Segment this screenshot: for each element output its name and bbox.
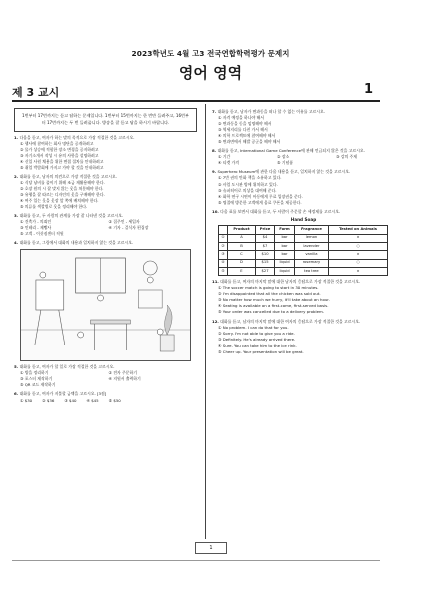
table-cell: tea tree (294, 267, 328, 275)
question-4 (14, 240, 197, 361)
question-stem: 대화를 듣고, 여자가 지불할 금액을 고르시오. [3점] (19, 391, 107, 397)
question-stem: 대화를 듣고, 두 사람의 관계를 가장 잘 나타낸 것을 고르시오. (19, 213, 124, 219)
listening-notice: 1번부터 17번까지는 듣고 답하는 문제입니다. 1번부터 15번까지는 한 번만 들려주고, 16번부터 17번까지는 두 번 들려줍니다. 방송을 잘 듣고 답을 하시기 바랍니다. (14, 108, 197, 132)
option[interactable]: ② 장소 (277, 154, 290, 160)
table-cell: bar (275, 234, 295, 242)
table-cell: E (228, 267, 256, 275)
table-cell: ④ (219, 259, 228, 267)
question-stem: 대화를 듣고, 남자의 마지막 말에 대한 여자의 응답으로 가장 적절한 것을 고르시오. (220, 318, 361, 324)
question-8 (212, 148, 395, 166)
table-cell: C (228, 251, 256, 259)
option[interactable]: ① 행사에 참여하는 회사 명단을 공개하려고 (20, 140, 94, 146)
option[interactable]: ① 방을 정리하기 (20, 370, 49, 376)
question-number: 8. (212, 148, 217, 154)
option[interactable]: ③ 자기소개서 작성 시 유의 사항을 설명하려고 (20, 152, 99, 158)
table-header-cell: Fragrance (294, 226, 328, 234)
option[interactable]: ② 호장 원의 시 잘 맞지 않는 옷을 처분해야 한다. (20, 185, 104, 191)
question-stem: 대화를 듣고, International Game Conference에 관해 언급되지 않은 것을 고르시오. (217, 148, 365, 154)
page-box: 1 (195, 542, 227, 554)
option[interactable]: ⑤ 명절에 방문한 고객에게 음료 쿠폰을 제공한다. (218, 199, 302, 205)
table-header-row (219, 226, 388, 234)
question-2 (14, 174, 197, 210)
option[interactable]: ① $30 (20, 397, 33, 403)
table-cell: rosemary (294, 259, 328, 267)
option[interactable]: ⑤ 의류를 색깔별로 옷을 정리해야 한다. (20, 204, 88, 210)
question-5 (14, 364, 197, 388)
question-12 (212, 319, 395, 355)
question-stem: Superhero Museum에 관한 다음 내용을 듣고, 일치하지 않는 것을 고르시오. (217, 169, 351, 175)
table-cell: ⑤ (219, 267, 228, 275)
option[interactable]: ④ 기자 - 걸식자 편집장 (108, 225, 149, 231)
question-stem: 대화를 듣고, 남자의 의견으로 가장 적절한 것을 고르시오. (19, 173, 118, 179)
table-cell: liquid (275, 259, 295, 267)
question-number: 6. (14, 391, 19, 397)
table-caption: Hand Soap (290, 216, 317, 222)
table-cell: bar (275, 251, 295, 259)
question-stem: 다음을 듣고, 여자가 하는 말의 목적으로 가장 적절한 것을 고르시오. (19, 134, 135, 140)
table-cell: $10 (255, 251, 274, 259)
table-cell: B (228, 242, 256, 250)
option[interactable]: ③ No matter how much we hurry, it'll take about an hour. (218, 297, 330, 303)
option[interactable]: ③ Definitely. He's already arrived there. (218, 336, 296, 342)
period-label: 제 3 교시 (12, 86, 60, 99)
question-stem: 대화를 듣고, 그림에서 대화의 내용과 일치하지 않는 것을 고르시오. (19, 240, 134, 246)
option[interactable]: ④ 신입 사원 채용을 위한 면접 절차를 안내하려고 (20, 158, 104, 164)
option[interactable]: ③ 슈퍼히어로 의상을 대여해 준다. (218, 187, 277, 193)
table-cell: ○ (329, 242, 388, 250)
left-column (14, 108, 197, 404)
question-number: 11. (212, 279, 219, 285)
question-number: 7. (212, 109, 217, 114)
option[interactable]: ③ 역세지리를 다친 가서 해서 (218, 127, 268, 133)
question-10 (212, 209, 395, 277)
option[interactable]: ⑤ QR 코드 제작하기 (20, 382, 56, 388)
question-stem: 다음 표를 보면서 대화를 듣고, 두 사람이 주문할 손 세정제를 고르시오. (220, 208, 341, 214)
option[interactable]: ③ 인테리 - 제빵사 (20, 225, 52, 231)
table-header-cell: Price (255, 226, 274, 234)
option[interactable]: ② 전자 주문하기 (108, 370, 138, 376)
table-cell: $7 (255, 242, 274, 250)
question-1 (14, 135, 197, 171)
room-illustration (20, 249, 191, 361)
room-illustration-svg (21, 250, 190, 360)
subject-title: 영어 영역 (178, 64, 243, 82)
option[interactable]: ⑤ 기념품 (277, 160, 293, 166)
table-cell: × (329, 234, 388, 242)
option[interactable]: ⑤ 취업 박람회에 가지고 가야 할 것을 안내하려고 (20, 164, 104, 170)
table-cell: bar (275, 242, 295, 250)
option[interactable]: ⑤ Your order was cancelled due to a delivery problem. (218, 309, 325, 315)
option[interactable]: ③ $40 (64, 397, 77, 403)
option[interactable]: ⑤ 면과면에서 해발 공군을 해야 해서 (218, 139, 281, 145)
option[interactable]: ④ 티켓 가격 (218, 160, 239, 166)
option[interactable]: ② 면과동을 동을 임명해야 해서 (218, 121, 272, 127)
table-header-cell: Product (228, 226, 256, 234)
option[interactable]: ③ 강의 주제 (336, 154, 357, 160)
option[interactable]: ② 사업 도시관 방에 위치하고 있다. (218, 181, 278, 187)
table-row[interactable] (219, 242, 388, 250)
question-number: 12. (212, 318, 219, 324)
option[interactable]: ④ Sure. You can take him to the ice rink. (218, 342, 297, 348)
table-cell: × (329, 251, 388, 259)
table-header-cell (219, 226, 228, 234)
right-column (212, 106, 395, 355)
option[interactable]: ② $36 (42, 397, 55, 403)
question-stem: 대화를 듣고, 여자가 할 일로 가장 적절한 것을 고르시오. (19, 364, 115, 370)
question-number: 10. (212, 208, 219, 214)
question-9 (212, 169, 395, 205)
option[interactable]: ② Sorry. I'm not able to give you a ride. (218, 330, 295, 336)
table-cell: vanilla (294, 251, 328, 259)
question-number: 1. (14, 134, 19, 140)
question-number: 5. (14, 364, 19, 370)
table-header-cell: Form (275, 226, 295, 234)
table-cell: $15 (255, 259, 274, 267)
table-cell: ③ (219, 251, 228, 259)
option[interactable]: ② 집주인 - 세입자 (108, 219, 140, 225)
question-stem: 대화를 듣고, 여자의 마지막 말에 대한 남자의 응답으로 가장 적절한 것을 고르시오. (220, 279, 361, 285)
question-11 (212, 279, 395, 315)
option[interactable]: ① 기간 (218, 154, 231, 160)
option[interactable]: ① 자격 예정을 하나야 해서 (218, 115, 265, 121)
table-cell: ① (219, 234, 228, 242)
option[interactable]: ④ 지원서 출력하기 (108, 376, 141, 382)
column-divider (205, 104, 206, 539)
option[interactable]: ① No problem. I can do that for you. (218, 324, 289, 330)
table-cell: A (228, 234, 256, 242)
table-row[interactable] (219, 234, 388, 242)
option[interactable]: ① 건축가 - 의뢰인 (20, 219, 52, 225)
question-number: 2. (14, 173, 19, 179)
question-7 (212, 109, 395, 145)
table-row[interactable] (219, 251, 388, 259)
option[interactable]: ④ Seating is available on a first-come, first-served basis. (218, 303, 329, 309)
table-cell: lavender (294, 242, 328, 250)
option[interactable]: ② I'm disappointed that all the chicken was sold out. (218, 291, 321, 297)
option[interactable]: ④ 여주 입는 옷을 옷장 앞 쪽에 배치해야 한다. (20, 197, 99, 203)
question-number: 3. (14, 213, 19, 219)
question-number: 9. (212, 169, 217, 175)
option[interactable]: ④ $45 (86, 397, 99, 403)
table-row[interactable] (219, 267, 388, 275)
question-3 (14, 213, 197, 237)
table-cell: ② (219, 242, 228, 250)
question-6 (14, 391, 197, 403)
table-cell: ○ (329, 259, 388, 267)
option[interactable]: ③ 유행을 잘 따르는 디자인의 옷을 구매해야 한다. (20, 191, 105, 197)
option[interactable]: ⑤ $50 (108, 397, 121, 403)
table-row[interactable] (219, 259, 388, 267)
option[interactable]: ⑤ 고객 - 이삿짐센터 직원 (20, 231, 64, 237)
table-cell: liquid (275, 267, 295, 275)
table-cell: lemon (294, 234, 328, 242)
question-stem: 대화를 듣고, 남자가 면과동을 떠나 할 수 없는 이유를 고르시오. (217, 109, 325, 114)
option[interactable]: ① The soccer match is going to start in 30 minutes. (218, 285, 319, 291)
table-cell: $27 (255, 267, 274, 275)
option[interactable]: ① 7만 권의 만화 책을 소유하고 있다. (218, 175, 282, 181)
option[interactable]: ④ 화학 연구 시연이 아동에게 무료 입장권을 준다. (218, 193, 303, 199)
table-cell: × (329, 267, 388, 275)
footer-rule (12, 560, 380, 561)
hand-soap-table (218, 225, 388, 276)
table-header-cell: Tested on Animals (329, 226, 388, 234)
question-number: 4. (14, 240, 19, 246)
header-rule (12, 100, 380, 102)
option[interactable]: ⑤ Cheer up. Your presentation will be great. (218, 348, 304, 354)
table-cell: $4 (255, 234, 274, 242)
exam-title: 2023학년도 4월 고3 전국연합학력평가 문제지 (131, 49, 290, 58)
option[interactable]: ① 식당 낭비를 줄이기 위해 조금 재활용해야 한다. (20, 179, 105, 185)
page-number: 1 (363, 82, 373, 97)
option[interactable]: ② 물가 상승에 적합한 장소 변경을 공지하려고 (20, 146, 99, 152)
table-cell: D (228, 259, 256, 267)
option[interactable]: ④ 의학 프로젝트에 참여해야 해서 (218, 133, 276, 139)
option[interactable]: ③ 포스터 제작하기 (20, 376, 53, 382)
